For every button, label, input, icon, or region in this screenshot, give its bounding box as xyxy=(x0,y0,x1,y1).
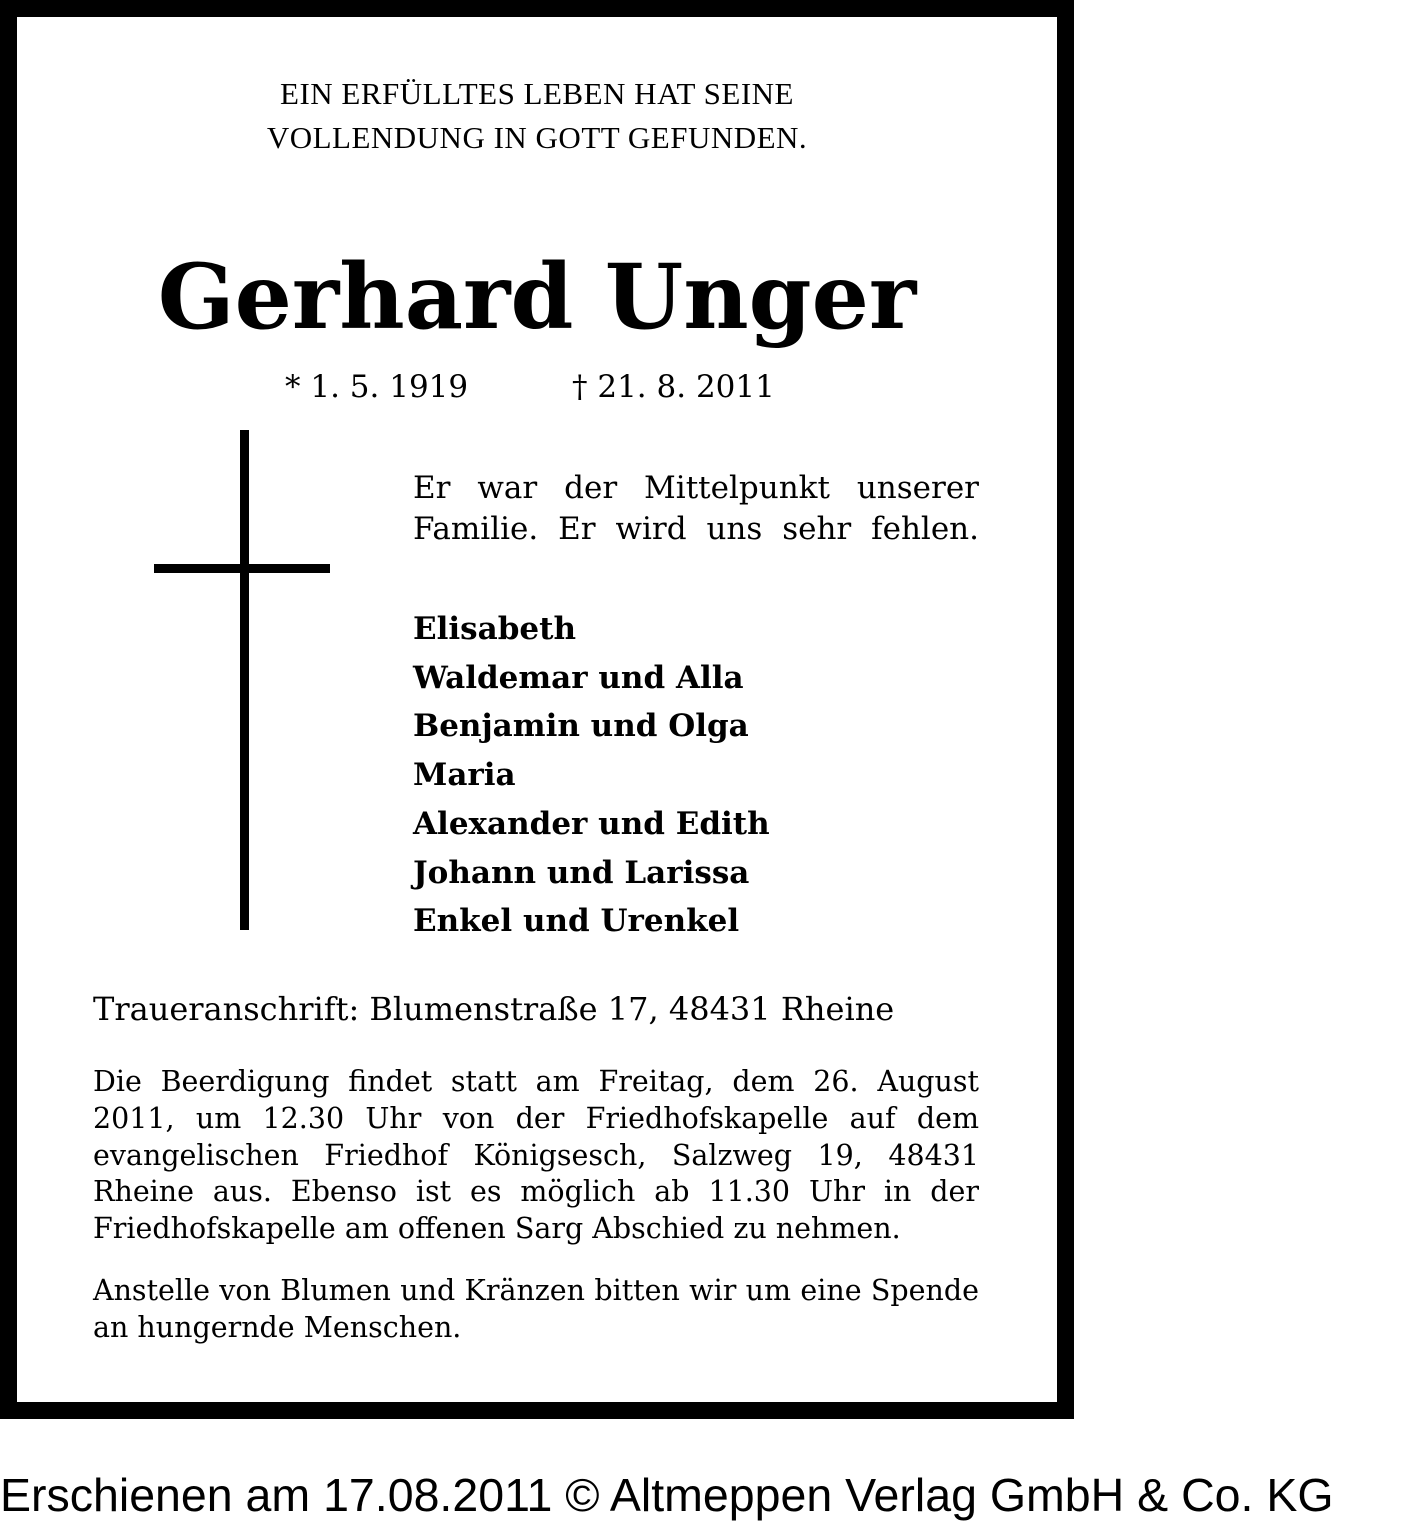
mourner: Elisabeth xyxy=(413,611,576,647)
mourner: Benjamin und Olga xyxy=(413,708,749,745)
mourner: Maria xyxy=(413,757,516,794)
burial-info: Die Beerdigung findet statt am Freitag, dem 26. August 2011, um 12.30 Uhr von der Friedhofskapelle auf dem evangelischen Friedhof Königsesch, Salzweg 19, 48431 Rheine aus. Ebenso ist es möglich ab 11.30 Uhr in der Friedhofskapelle am offenen Sarg Abschied zu nehmen. xyxy=(93,1065,979,1246)
mourners-list xyxy=(413,605,770,946)
mourner: Alexander und Edith xyxy=(413,805,770,842)
mourner: Waldemar und Alla xyxy=(413,659,744,696)
birth-date: * 1. 5. 1919 xyxy=(285,369,469,405)
mourning-address: Traueranschrift: Blumenstraße 17, 48431 Rheine xyxy=(93,990,895,1028)
mourner: Johann und Larissa xyxy=(413,854,750,891)
cross-vertical-bar xyxy=(240,430,249,930)
mourner: Enkel und Urenkel xyxy=(413,903,740,940)
deceased-name: Gerhard Unger xyxy=(157,244,917,350)
publication-footer: Erschienen am 17.08.2011 © Altmeppen Verlag GmbH & Co. KG xyxy=(0,1469,1334,1521)
motto-line-1: EIN ERFÜLLTES LEBEN HAT SEINE xyxy=(280,76,794,111)
motto xyxy=(17,72,1057,160)
death-date: † 21. 8. 2011 xyxy=(572,369,775,405)
donation-request: Anstelle von Blumen und Kränzen bitten wir um eine Spende an hungernde Menschen. xyxy=(93,1274,979,1344)
motto-line-2: VOLLENDUNG IN GOTT GEFUNDEN. xyxy=(266,120,808,155)
tribute-quote: Er war der Mittelpunkt unserer Familie. Er wird uns sehr fehlen. xyxy=(413,470,979,547)
cross-horizontal-bar xyxy=(154,564,330,573)
